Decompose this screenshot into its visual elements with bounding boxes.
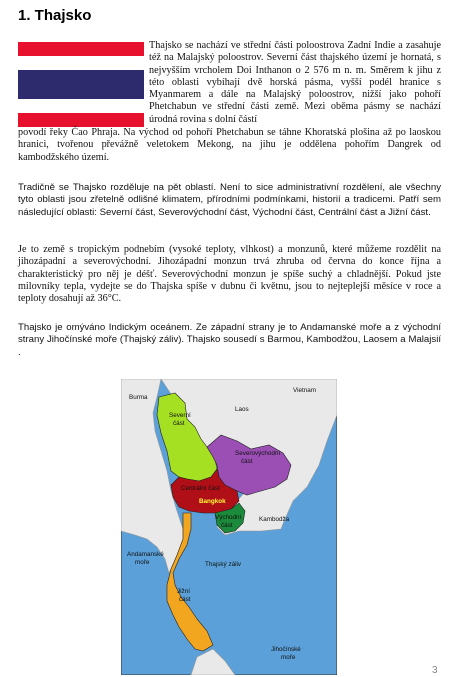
label-northeast-1: Severovýchodní	[235, 450, 281, 457]
page-title: 1. Thajsko	[18, 7, 92, 24]
label-north-2: část	[173, 420, 185, 427]
thailand-regions-map	[121, 379, 337, 675]
label-andaman-1: Andamanské	[127, 551, 164, 558]
label-south-china-1: Jihočínské	[271, 646, 301, 653]
label-central: Centrální část	[181, 485, 220, 492]
label-northeast-2: část	[241, 458, 253, 465]
label-andaman-2: moře	[135, 559, 150, 566]
intro-paragraph-part1: Thajsko se nachází ve střední části poloostrova Zadní Indie a zasahuje též na Malajský poloostrov. Severní část thajského území je hornatá, s nejvyšším vrcholem Doi Inthanon o 2 576 m n. m. Směrem k jihu z této oblasti vybíhají dvě horská pásma, vyšší podél hranice s Myanmarem a dále na Malajský poloostrov, nižší jako pohoří Phetchabun ve střední části země. Mezi oběma pásmy se nachází úrodná rovina s dolní částí	[149, 40, 441, 125]
label-laos: Laos	[235, 406, 249, 413]
label-east-2: část	[221, 522, 233, 529]
label-south-2: část	[179, 596, 191, 603]
page-number: 3	[432, 665, 438, 676]
label-vietnam: Vietnam	[293, 387, 316, 394]
climate-paragraph: Je to země s tropickým podnebím (vysoké teploty, vlhkost) a monzunů, které můžeme rozdělit na jihozápadní a severovýchodní. Jihozápadní monzun trvá zhruba od června do konce října a charakteristický pro něj je déšť. Severovýchodní monzun je spíše suchý a chladnější. Pokud jste milovníky tepla, vydejte se do Thajska spíše v dubnu či květnu, jsou to nejteplejší měsíce v roce a teploty dosahují až 36°C.	[18, 244, 441, 305]
label-cambodia: Kambodža	[259, 516, 290, 523]
label-gulf: Thajský záliv	[205, 561, 242, 568]
label-south-china-2: moře	[281, 654, 296, 661]
sea-paragraph: Thajsko je omýváno Indickým oceánem. Ze západní strany je to Andamanské moře a z východní strany Jihočínské moře (Thajský záliv). Thajsko sousedí s Barmou, Kambodžou, Laosem a Malajsií .	[18, 322, 441, 358]
regions-paragraph: Tradičně se Thajsko rozděluje na pět oblastí. Není to sice administrativní rozdělení, ale všechny tyto oblasti jsou zřetelně odlišné klimatem, přírodními podmínkami, historií a tradicemi. Patří sem následující oblasti: Severní část, Severovýchodní část, Východní část, Centrální část a Jižní část.	[18, 182, 441, 218]
label-burma: Burma	[129, 394, 148, 401]
thailand-flag-image	[18, 42, 144, 127]
label-bangkok: Bangkok	[199, 498, 226, 505]
label-south-1: Jižní	[177, 588, 190, 595]
intro-paragraph-part2: povodí řeky Čao Phraja. Na východ od pohoří Phetchabun se táhne Khoratská plošina až po laoskou hranici, tvořenou převážně veletokem Mekong, na jihu je oddělena pohořím Dangrek od kambodžského území.	[18, 127, 441, 163]
label-east-1: Východní	[215, 514, 242, 521]
label-north-1: Severní	[169, 412, 191, 419]
